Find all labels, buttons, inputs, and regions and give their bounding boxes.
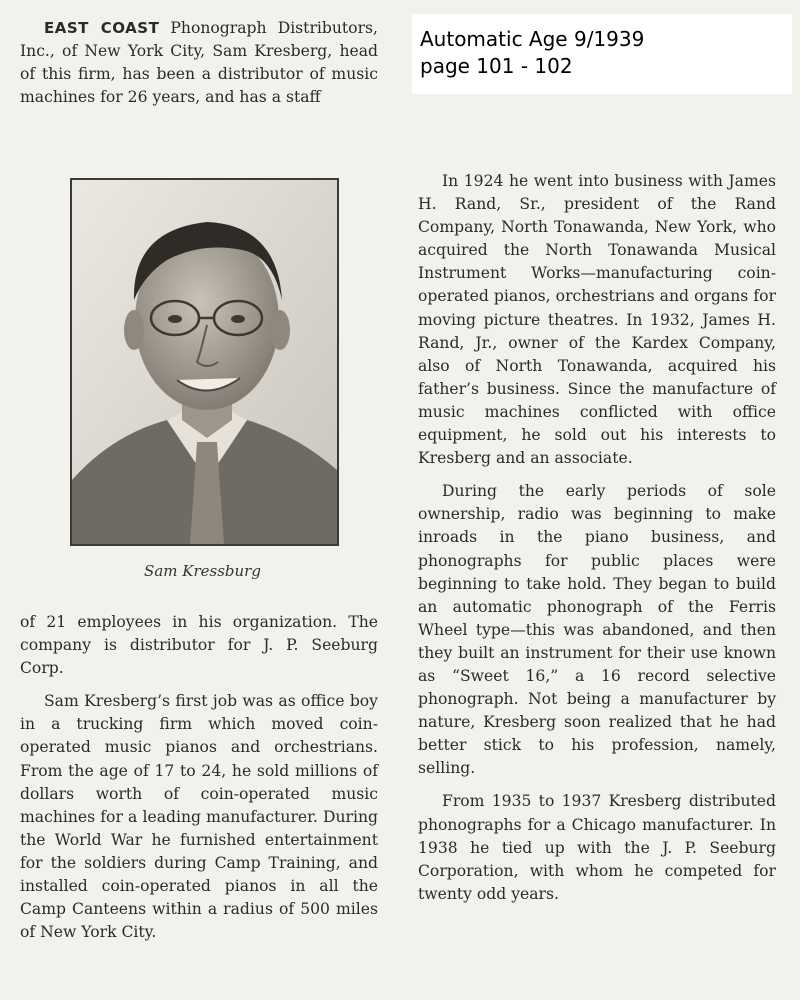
intro-paragraph-block xyxy=(20,17,378,109)
lead-heading: EAST COAST xyxy=(44,19,160,37)
article-paragraph: In 1924 he went into business with James H. Rand, Sr., president of the Rand Company, North Tonawanda, New York, who acquired the North Tonawanda Musical Instrument Works—manufacturing coin-operated pianos, orchestrians and organs for moving picture theatres. In 1932, James H. Rand, Jr., owner of the Kardex Company, also of North Tonawanda, acquired his father’s business. Since the manufacture of music machines conflicted with office equipment, he sold out his interests to Kresberg and an associate. xyxy=(418,172,776,468)
article-paragraph: From 1935 to 1937 Kresberg distributed phonographs for a Chicago manufacturer. In 1938 he tied up with the J. P. Seeburg Corporation, with whom he competed for twenty odd years. xyxy=(418,792,776,903)
intro-paragraph xyxy=(20,17,378,109)
source-note xyxy=(412,14,792,94)
source-note-line-2: page 101 - 102 xyxy=(420,54,573,78)
intro-text: Phonograph Distributors, Inc., of New York City, Sam Kresberg, head of this firm, has been a distributor of music machines for 26 years, and has a staff xyxy=(20,19,378,107)
article-paragraph: During the early periods of sole ownership, radio was beginning to make inroads in the piano business, and phonographs for public places were beginning to take hold. They began to build an automatic phonograph of the Ferris Wheel type—this was abandoned, and then they built an instrument for their use known as “Sweet 16,” a 16 record selective phonograph. Not being a manufacturer by nature, Kresberg soon realized that he had better stick to his profession, namely, selling. xyxy=(418,482,776,778)
article-paragraph: of 21 employees in his organization. The company is distributor for J. P. Seeburg Corp. xyxy=(20,613,378,678)
right-column xyxy=(418,170,776,906)
article-paragraph: Sam Kresberg’s first job was as office boy in a trucking firm which moved coin-operated music pianos and orchestrians. From the age of 17 to 24, he sold millions of dollars worth of coin-operated music machines for a leading manufacturer. During the World War he furnished entertainment for the soldiers during Camp Training, and installed coin-operated pianos in all the Camp Canteens within a radius of 500 miles of New York City. xyxy=(20,692,378,942)
photo-caption: Sam Kressburg xyxy=(144,562,261,580)
portrait-photo xyxy=(70,178,339,546)
left-column xyxy=(20,611,378,944)
source-note-line-1: Automatic Age 9/1939 xyxy=(420,27,645,51)
portrait-illustration xyxy=(72,180,337,544)
